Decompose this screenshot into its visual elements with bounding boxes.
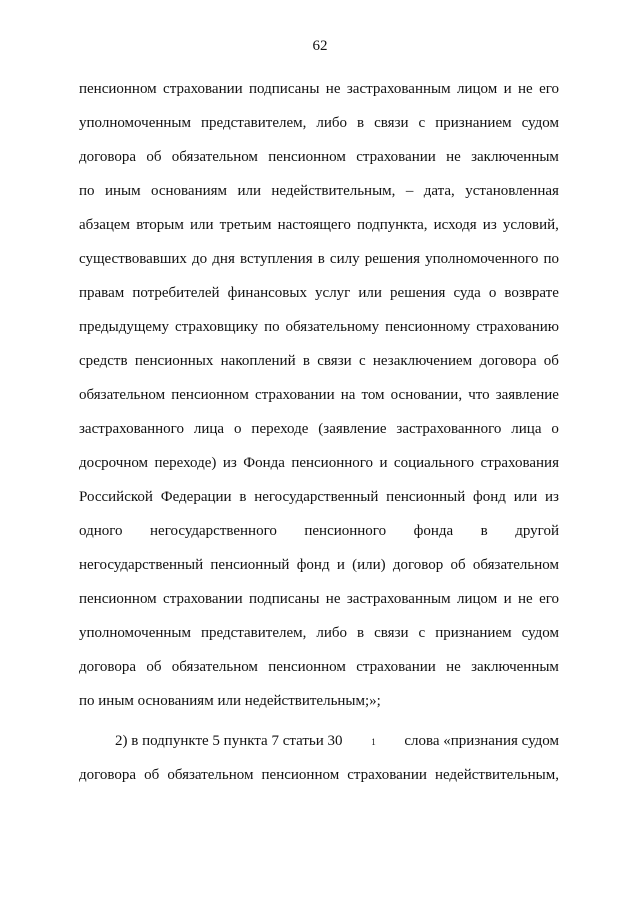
paragraph-continued: [79, 72, 559, 718]
text-line: договора об обязательном пенсионном страховании не заключенным: [79, 149, 559, 165]
text-line: одного негосударственного пенсионного фонда в другой: [79, 523, 559, 539]
text-line: правам потребителей финансовых услуг или решения суда о возврате: [79, 285, 559, 301]
paragraph-2-text-before-superscript: 2) в подпункте 5 пункта 7 статьи 30: [115, 733, 343, 749]
text-line: пенсионном страховании подписаны не застрахованным лицом и не его: [79, 81, 559, 97]
page-number: 62: [312, 38, 328, 54]
text-line: договора об обязательном пенсионном страховании не заключенным: [79, 659, 559, 675]
text-line: средств пенсионных накоплений в связи с незаключением договора об: [79, 353, 559, 369]
text-line: по иным основаниям или недействительным;»;: [79, 693, 381, 709]
text-line: уполномоченным представителем, либо в связи с признанием судом: [79, 115, 559, 131]
text-line: Российской Федерации в негосударственный пенсионный фонд или из: [79, 489, 559, 505]
text-line: застрахованного лица о переходе (заявление застрахованного лица о: [79, 421, 559, 437]
document-body: [79, 72, 559, 792]
text-line: предыдущему страховщику по обязательному пенсионному страхованию: [79, 319, 559, 335]
text-line: негосударственный пенсионный фонд и (или) договор об обязательном: [79, 557, 559, 573]
text-line: существовавших до дня вступления в силу решения уполномоченного по: [79, 251, 559, 267]
text-line: обязательном пенсионном страховании на том основании, что заявление: [79, 387, 559, 403]
paragraph-2-second-line: договора об обязательном пенсионном страховании недействительным,: [79, 767, 559, 783]
text-line: досрочном переходе) из Фонда пенсионного и социального страхования: [79, 455, 559, 471]
paragraph-2-first-line: 2) в подпункте 5 пункта 7 статьи 30 1 слова «признания судом: [79, 724, 559, 758]
paragraph-2-text-after-superscript: слова «признания судом: [404, 733, 559, 749]
text-line: пенсионном страховании подписаны не застрахованным лицом и не его: [79, 591, 559, 607]
text-line: уполномоченным представителем, либо в связи с признанием судом: [79, 625, 559, 641]
text-line: абзацем вторым или третьим настоящего подпункта, исходя из условий,: [79, 217, 559, 233]
text-line: по иным основаниям или недействительным, – дата, установленная: [79, 183, 559, 199]
